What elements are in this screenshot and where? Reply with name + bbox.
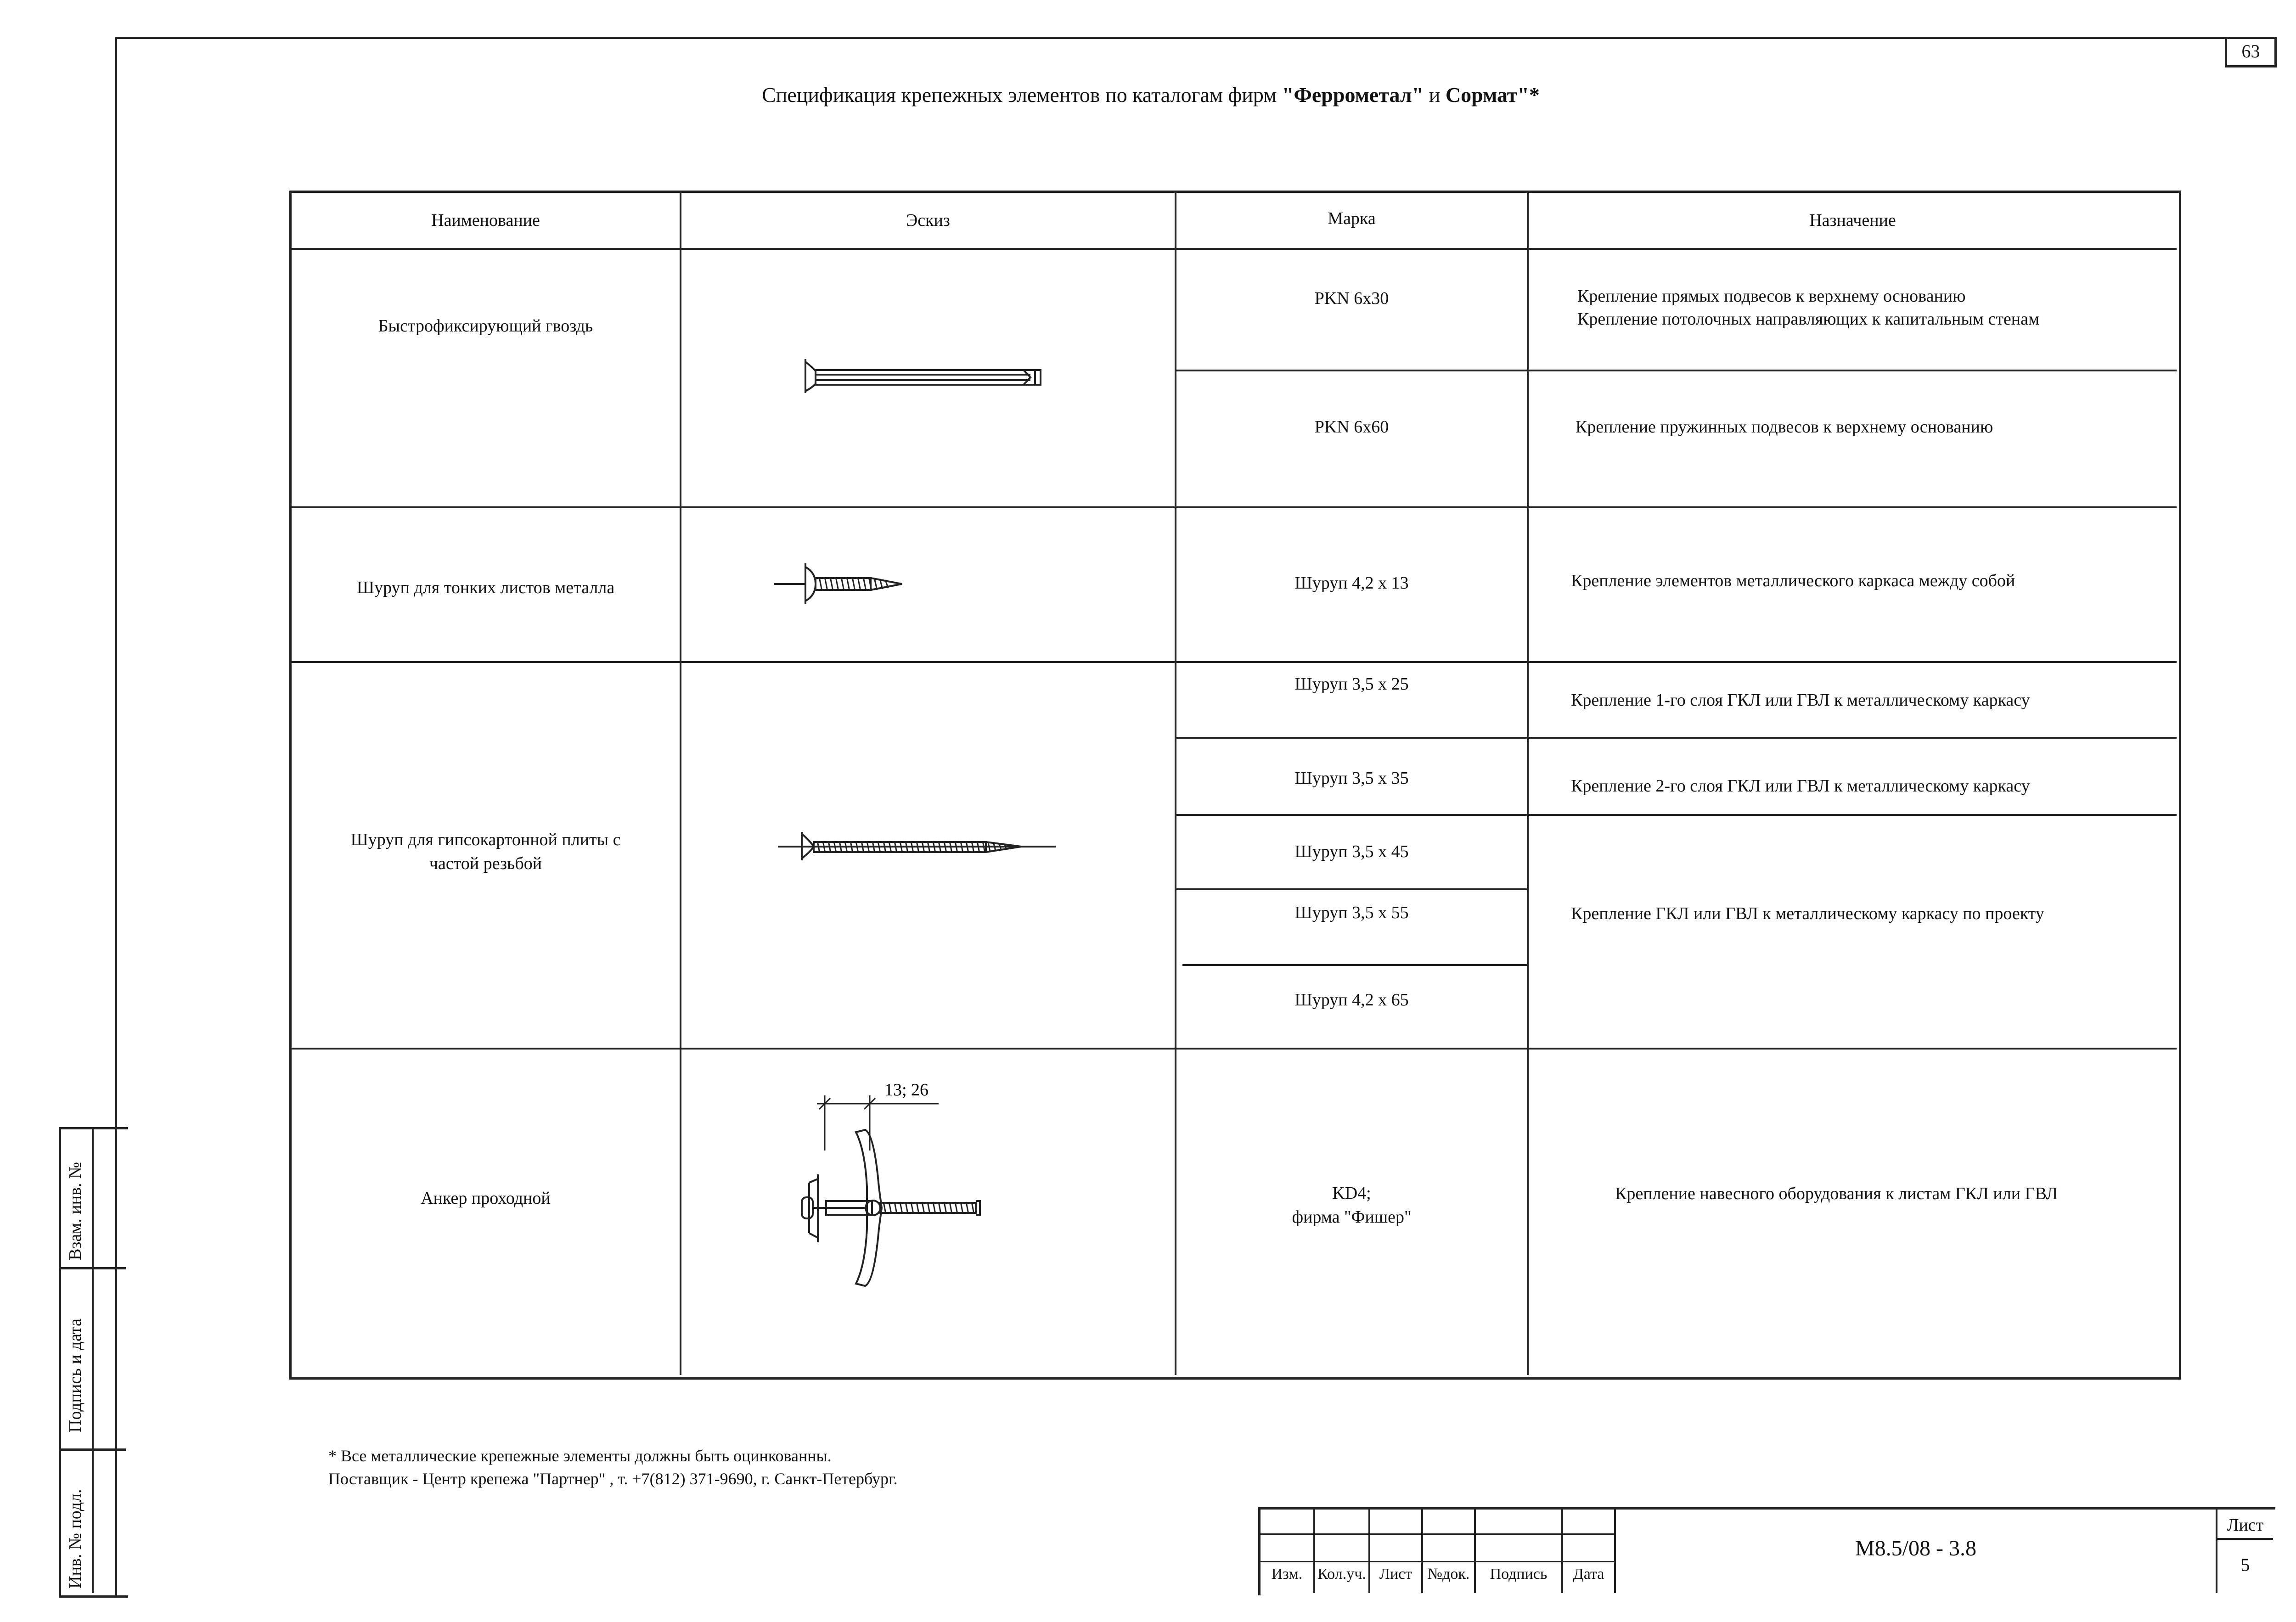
anchor-sketch (681, 1050, 1175, 1375)
anchor-dimension: 13; 26 (884, 1080, 929, 1100)
metal-screw-purpose: Крепление элементов металлического каркаса между собой (1571, 571, 2015, 590)
anchor-purpose: Крепление навесного оборудования к листам ГКЛ или ГВЛ (1615, 1184, 2058, 1203)
footnote-2: Поставщик - Центр крепежа "Партнер" , т. +7(812) 371-9690, г. Санкт-Петербург. (328, 1470, 898, 1488)
nail-purpose-1-line1: Крепление прямых подвесов к верхнему основанию (1577, 286, 1966, 306)
header-purpose: Назначение (1809, 211, 1896, 230)
metal-screw-mark: Шуруп 4,2 x 13 (1294, 573, 1409, 593)
header-mark: Марка (1328, 209, 1376, 228)
drywall-screw-purpose-1: Крепление 1-го слоя ГКЛ или ГВЛ к металлическому каркасу (1571, 690, 2030, 710)
drywall-screw-purpose-3: Крепление ГКЛ или ГВЛ к металлическому каркасу по проекту (1571, 904, 2044, 923)
nail-purpose-1 (1577, 285, 2039, 331)
spec-table (289, 191, 2181, 1380)
stamp-col-kol: Кол.уч. (1317, 1566, 1366, 1583)
drywall-screw-mark-1: Шуруп 3,5 x 25 (1294, 674, 1409, 694)
side-label-signature-date: Подпись и дата (66, 1318, 85, 1432)
nail-sketch (681, 250, 1175, 506)
footnote-1: * Все металлические крепежные элементы должны быть оцинкованны. (328, 1447, 832, 1465)
stamp-col-date: Дата (1573, 1566, 1604, 1583)
anchor-mark (1176, 1180, 1527, 1230)
title-prefix: Спецификация крепежных элементов по каталогам фирм (762, 83, 1282, 107)
title-firm2: Сормат"* (1445, 83, 1540, 107)
anchor-mark-line1: KD4; (1332, 1184, 1371, 1203)
drywall-screw-sketch (681, 663, 1175, 1048)
header-name: Наименование (431, 211, 540, 230)
anchor-name: Анкер проходной (421, 1189, 551, 1208)
metal-screw-name: Шуруп для тонких листов металла (356, 578, 615, 597)
drywall-screw-mark-2: Шуруп 3,5 x 35 (1294, 769, 1409, 788)
drywall-screw-name (292, 826, 680, 877)
title-middle: и (1424, 83, 1446, 107)
sheet-label: Лист (2227, 1515, 2264, 1535)
stamp-col-list: Лист (1379, 1566, 1412, 1583)
page-number: 63 (2225, 37, 2277, 67)
drywall-screw-mark-3: Шуруп 3,5 x 45 (1294, 842, 1409, 861)
nail-mark-2: PKN 6x60 (1314, 417, 1389, 437)
drywall-screw-mark-5: Шуруп 4,2 x 65 (1294, 990, 1409, 1010)
anchor-mark-line2: фирма "Фишер" (1292, 1207, 1412, 1227)
stamp-col-izm: Изм. (1271, 1566, 1303, 1583)
drywall-screw-purpose-2: Крепление 2-го слоя ГКЛ или ГВЛ к металлическому каркасу (1571, 776, 2030, 796)
header-sketch: Эскиз (906, 211, 950, 230)
sheet-number: 5 (2240, 1555, 2250, 1575)
drywall-screw-name-line1: Шуруп для гипсокартонной плиты с (350, 830, 621, 849)
document-code: М8.5/08 - 3.8 (1855, 1536, 1976, 1560)
drywall-screw-name-line2: частой резьбой (429, 854, 542, 873)
drywall-screw-mark-4: Шуруп 3,5 x 55 (1294, 903, 1409, 922)
title-firm1: "Феррометал" (1282, 83, 1424, 107)
nail-purpose-1-line2: Крепление потолочных направляющих к капитальным стенам (1577, 309, 2040, 329)
nail-purpose-2: Крепление пружинных подвесов к верхнему основанию (1576, 417, 1993, 437)
nail-name: Быстрофиксирующий гвоздь (378, 316, 593, 336)
page-title (0, 83, 2296, 107)
stamp-col-doc: №док. (1427, 1566, 1470, 1583)
nail-mark-1: PKN 6x30 (1314, 289, 1389, 308)
stamp-col-signature: Подпись (1490, 1566, 1548, 1583)
side-label-original-inv: Инв. № подл. (66, 1489, 85, 1588)
side-label-replacement-inv: Взам. инв. № (66, 1162, 85, 1260)
metal-screw-sketch (681, 508, 1175, 661)
